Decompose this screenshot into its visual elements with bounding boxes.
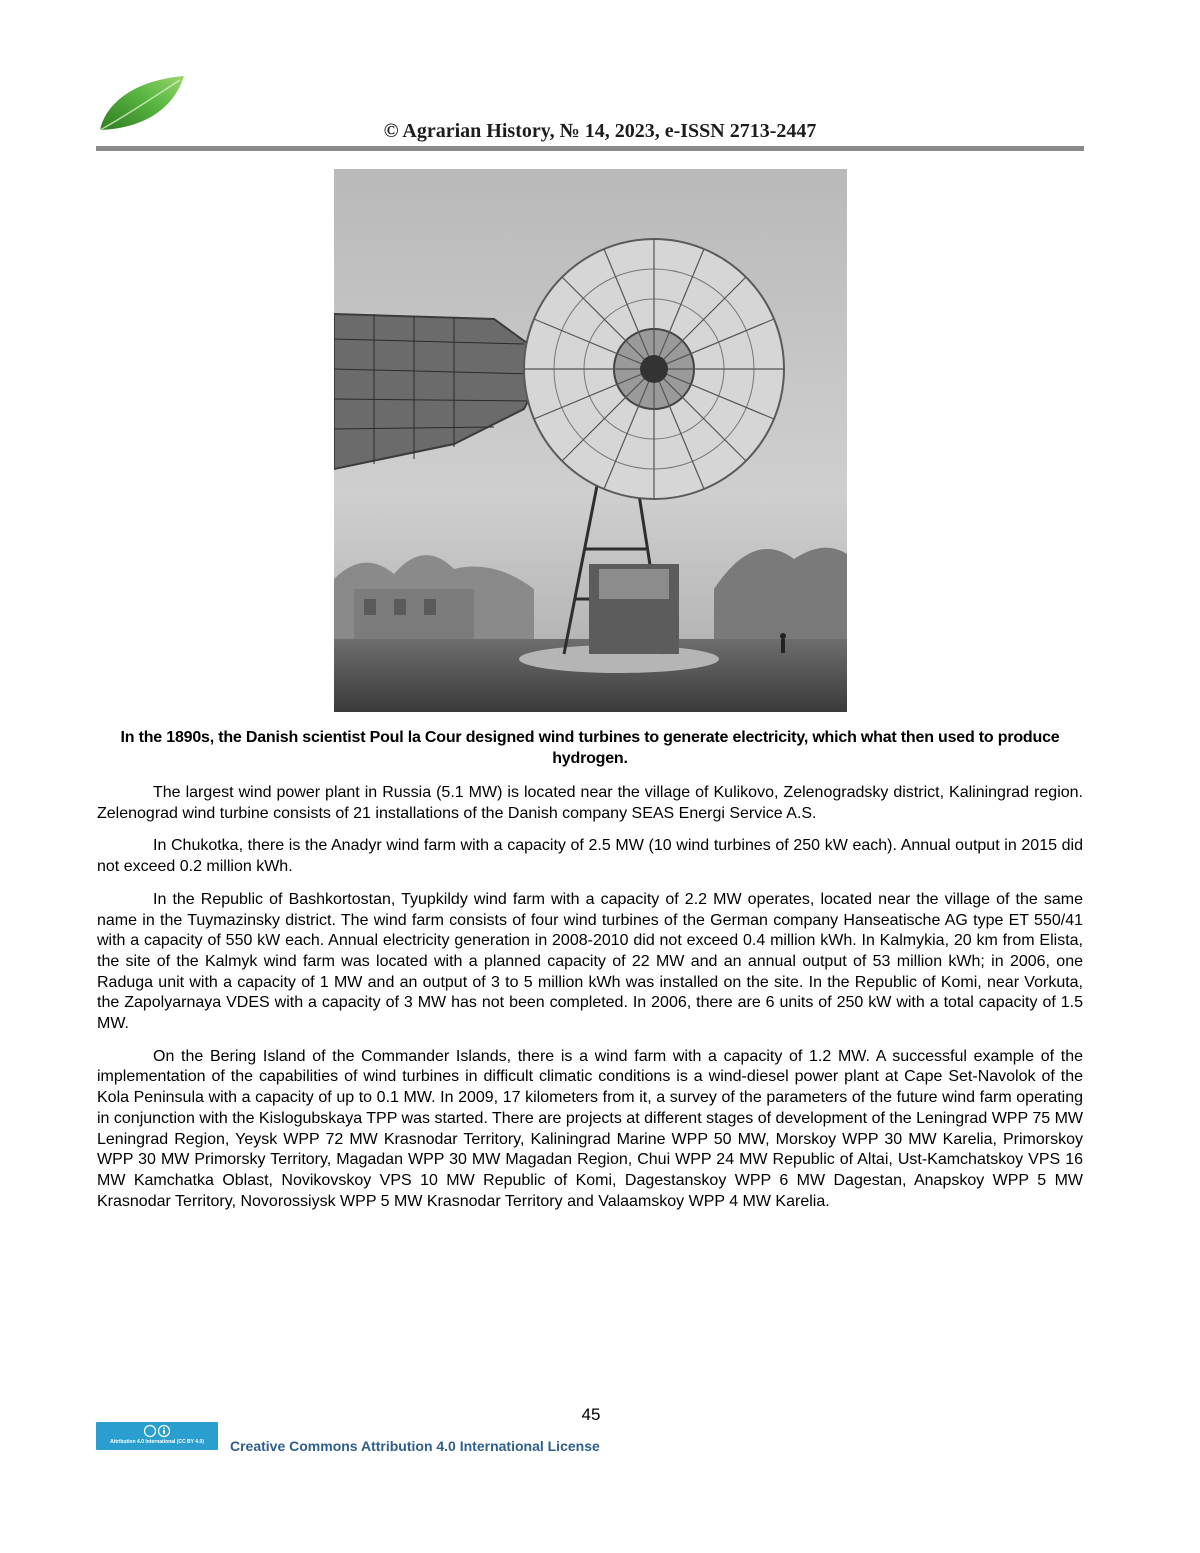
- figure-caption: In the 1890s, the Danish scientist Poul la Cour designed wind turbines to generate electricity, which what then used to produce hydrogen.: [120, 729, 1060, 767]
- article-body: [97, 783, 1083, 1224]
- header-divider: [96, 146, 1084, 151]
- paragraph: The largest wind power plant in Russia (5.1 MW) is located near the village of Kulikovo, Zelenogradsky district, Kaliningrad region. Zelenograd wind turbine consists of 21 installations of the Danish company SEAS Energi Service A.S.: [97, 784, 1083, 822]
- paragraph: On the Bering Island of the Commander Islands, there is a wind farm with a capacity of 1.2 MW. A successful example of the implementation of the capabilities of wind turbines in difficult climatic conditions is a wind-diesel power plant at Cape Set-Navolok of the Kola Peninsula with a capacity of up to 0.1 MW. In 2009, 17 kilometers from it, a survey of the parameters of the future wind farm operating in conjunction with the Kislogubskaya TPP was started. There are projects at different stages of development of the Leningrad WPP 75 MW Leningrad Region, Yeysk WPP 72 MW Krasnodar Territory, Kaliningrad Marine WPP 50 MW, Morskoy WPP 30 MW Karelia, Primorskoy WPP 30 MW Primorsky Territory, Magadan WPP 30 MW Magadan Region, Chui WPP 24 MW Republic of Altai, Ust-Kamchatskoy VPS 16 MW Kamchatka Oblast, Novikovskoy VPS 10 MW Republic of Komi, Dagestanskoy WPP 6 MW Dagestan, Anapskoy WPP 5 MW Krasnodar Territory, Novorossiysk WPP 5 MW Krasnodar Territory and Valaamskoy WPP 4 MW Karelia.: [97, 1047, 1083, 1210]
- cc-icon: [137, 1424, 177, 1438]
- paragraph: In the Republic of Bashkortostan, Tyupkildy wind farm with a capacity of 2.2 MW operates, located near the village of the same name in the Tuymazinsky district. The wind farm consists of four wind turbines of the German company Hanseatische AG type ET 550/41 with a capacity of 550 kW each. Annual electricity generation in 2008-2010 did not exceed 0.4 million kWh. In Kalmykia, 20 km from Elista, the site of the Kalmyk wind farm was located with a planned capacity of 22 MW and an annual output of 53 million kWh; in 2006, one Raduga unit with a capacity of 1 MW and an output of 3 to 5 million kWh was installed on the site. In the Republic of Komi, near Vorkuta, the Zapolyarnaya VDES with a capacity of 3 MW has not been completed. In 2006, there are 6 units of 250 kW with a total capacity of 1.5 MW.: [97, 890, 1083, 1033]
- page-number: 45: [581, 1405, 601, 1424]
- paragraph: In Chukotka, there is the Anadyr wind farm with a capacity of 2.5 MW (10 wind turbines of 250 kW each). Annual output in 2015 did not exceed 0.2 million kWh.: [97, 837, 1083, 876]
- wind-turbine-photo: [334, 169, 847, 712]
- badge-text: Attribution 4.0 International (CC BY 4.0): [110, 1439, 204, 1445]
- cc-by-badge[interactable]: [96, 1422, 218, 1450]
- license-link[interactable]: Creative Commons Attribution 4.0 International License: [230, 1438, 600, 1454]
- journal-header: © Agrarian History, № 14, 2023, e-ISSN 2713-2447: [383, 120, 817, 142]
